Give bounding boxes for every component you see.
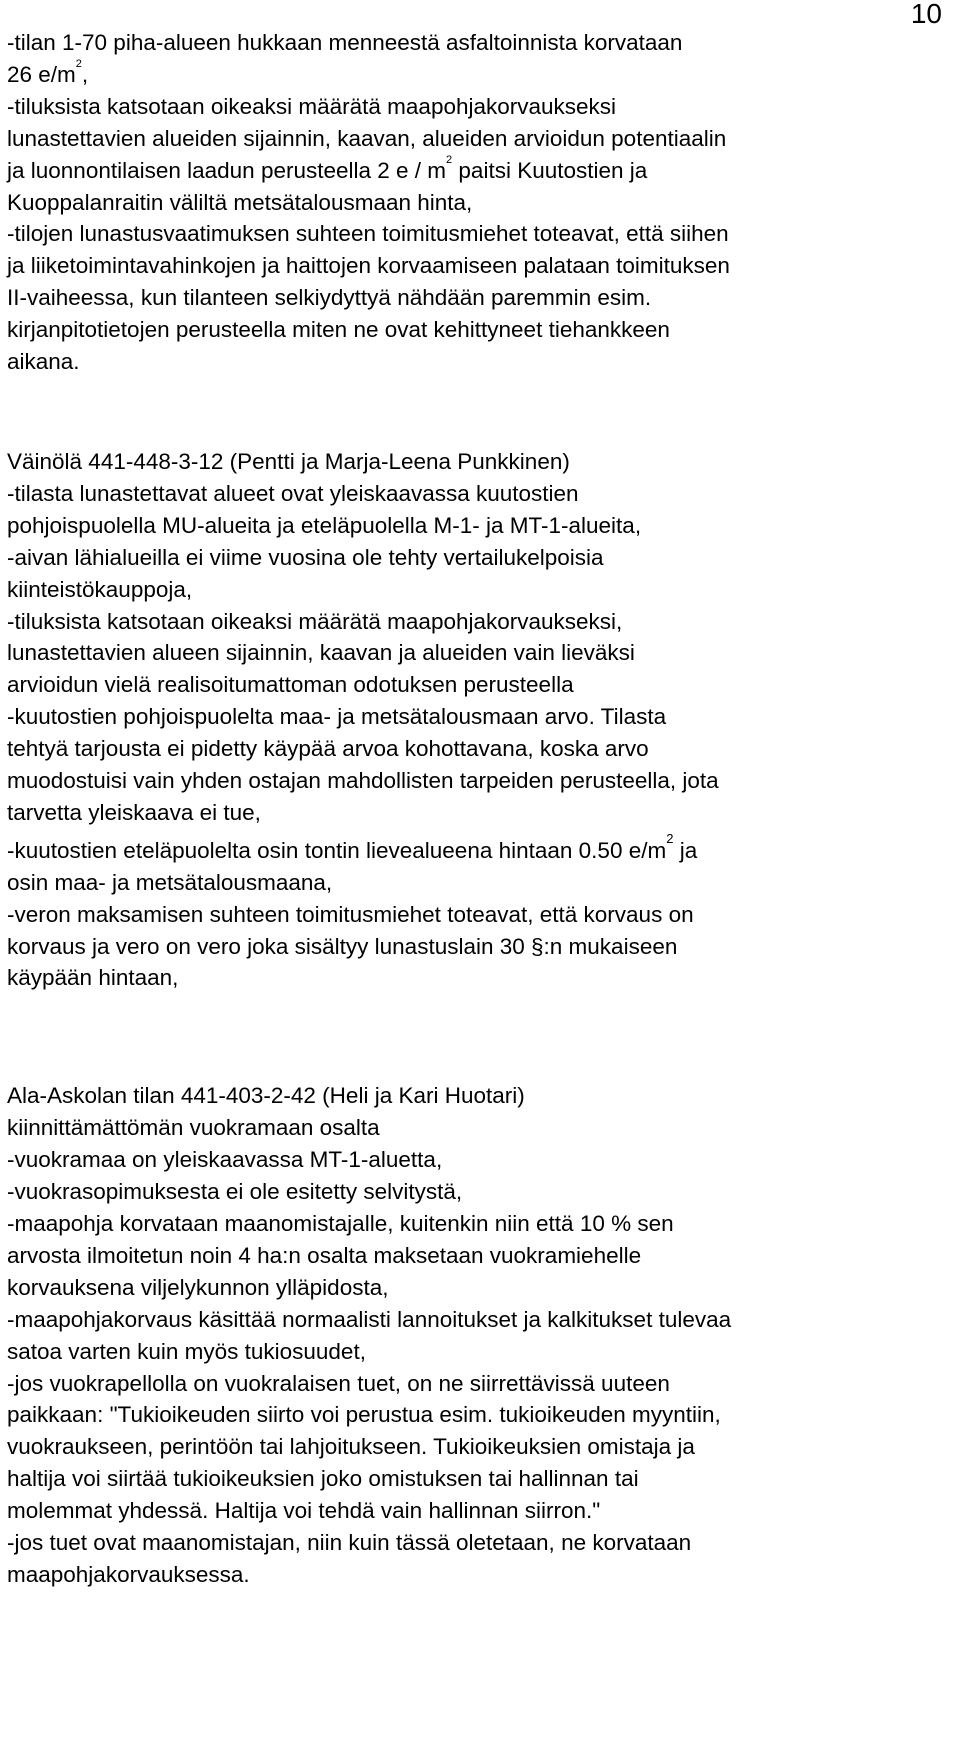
text-line [7, 830, 954, 867]
text-line: korvaus ja vero on vero joka sisältyy lunastuslain 30 §:n mukaiseen [7, 933, 678, 959]
text-line: -veron maksamisen suhteen toimitusmiehet toteavat, että korvaus on [7, 901, 694, 927]
section-heading: Ala-Askolan tilan 441-403-2-42 (Heli ja Kari Huotari) [7, 1083, 525, 1109]
text-line: -tilan 1-70 piha-alueen hukkaan menneestä asfaltoinnista korvataan [7, 30, 683, 55]
text-line: -tilasta lunastettavat alueet ovat yleiskaavassa kuutostien [7, 480, 579, 506]
text-line: paikkaan: "Tukioikeuden siirto voi perustua esim. tukioikeuden myyntiin, [7, 1402, 721, 1428]
text-line: vuokraukseen, perintöön tai lahjoitukseen. Tukioikeuksien omistaja ja [7, 1434, 695, 1460]
text-line: -jos vuokrapellolla on vuokralaisen tuet, on ne siirrettävissä uuteen [7, 1370, 670, 1396]
text-line: tarvetta yleiskaava ei tue, [7, 799, 261, 825]
text-line: maapohjakorvauksessa. [7, 1561, 250, 1587]
quality-text: ja luonnontilaisen laadun perusteella 2 e / m [7, 157, 447, 183]
superscript: 2 [446, 153, 453, 166]
text-line: Kuoppalanraitin väliltä metsätalousmaan hinta, [7, 189, 473, 215]
text-line: haltija voi siirtää tukioikeuksien joko omistuksen tai hallinnan tai [7, 1466, 639, 1492]
text-line: molemmat yhdessä. Haltija voi tehdä vain hallinnan siirron." [7, 1498, 601, 1524]
text-line: aikana. [7, 349, 80, 375]
document-body [7, 0, 954, 1591]
text-line: -kuutostien pohjoispuolelta maa- ja metsätalousmaan arvo. Tilasta [7, 704, 667, 730]
superscript: 2 [75, 57, 82, 70]
text-line: arvioidun vielä realisoitumattoman odotuksen perusteella [7, 672, 574, 698]
text-line [7, 155, 954, 187]
section-tila-1-70 [7, 0, 954, 378]
text-line: -vuokrasopimuksesta ei ole esitetty selvitystä, [7, 1179, 463, 1205]
text-line: kirjanpitotietojen perusteella miten ne ovat kehittyneet tiehankkeen [7, 317, 670, 343]
text-line: II-vaiheessa, kun tilanteen selkiydyttyä nähdään paremmin esim. [7, 285, 652, 311]
text-line: lunastettavien alueiden sijainnin, kaavan, alueiden arvioidun potentiaalin [7, 125, 727, 151]
text-line: muodostuisi vain yhden ostajan mahdollisten tarpeiden perusteella, jota [7, 768, 719, 794]
superscript: 2 [666, 830, 674, 846]
text-line: -tilojen lunastusvaatimuksen suhteen toimitusmiehet toteavat, että siihen [7, 221, 729, 247]
quality-text-end: paitsi Kuutostien ja [452, 157, 648, 183]
text-line: -maapohja korvataan maanomistajalle, kuitenkin niin että 10 % sen [7, 1211, 674, 1236]
price-text-end: , [81, 61, 89, 87]
text-line [7, 59, 954, 91]
section-ala-askola [7, 1080, 954, 1591]
text-line: -jos tuet ovat maanomistajan, niin kuin tässä oletetaan, ne korvataan [7, 1530, 692, 1556]
price-text: -kuutostien eteläpuolelta osin tontin lievealueena hintaan 0.50 e/m [7, 837, 667, 863]
price-text-end: ja [673, 837, 698, 863]
text-line: -vuokramaa on yleiskaavassa MT-1-aluetta, [7, 1147, 443, 1173]
text-line: ja liiketoimintavahinkojen ja haittojen korvaamiseen palataan toimituksen [7, 253, 730, 279]
text-line: -maapohjakorvaus käsittää normaalisti lannoitukset ja kalkitukset tulevaa [7, 1306, 732, 1332]
text-line: satoa varten kuin myös tukiosuudet, [7, 1338, 366, 1364]
text-line: arvosta ilmoitetun noin 4 ha:n osalta maksetaan vuokramiehelle [7, 1242, 642, 1268]
text-line: -tiluksista katsotaan oikeaksi määrätä maapohjakorvaukseksi [7, 93, 617, 119]
text-line: osin maa- ja metsätalousmaana, [7, 869, 333, 895]
text-line: tehtyä tarjousta ei pidetty käypää arvoa kohottavana, koska arvo [7, 736, 649, 762]
text-line: korvauksena viljelykunnon ylläpidosta, [7, 1274, 389, 1300]
section-heading: Väinölä 441-448-3-12 (Pentti ja Marja-Leena Punkkinen) [7, 448, 570, 474]
text-line: -tiluksista katsotaan oikeaksi määrätä maapohjakorvaukseksi, [7, 608, 623, 634]
text-line: käypään hintaan, [7, 965, 179, 991]
text-line: pohjoispuolella MU-alueita ja eteläpuolella M-1- ja MT-1-alueita, [7, 512, 642, 538]
text-line: lunastettavien alueen sijainnin, kaavan ja alueiden vain lieväksi [7, 640, 635, 666]
text-line: -aivan lähialueilla ei viime vuosina ole tehty vertailukelpoisia [7, 544, 604, 570]
price-text: 26 e/m [7, 61, 76, 87]
text-line: kiinnittämättömän vuokramaan osalta [7, 1115, 380, 1141]
section-vainola [7, 446, 954, 994]
page-number: 10 [910, 0, 942, 29]
text-line: kiinteistökauppoja, [7, 576, 193, 602]
